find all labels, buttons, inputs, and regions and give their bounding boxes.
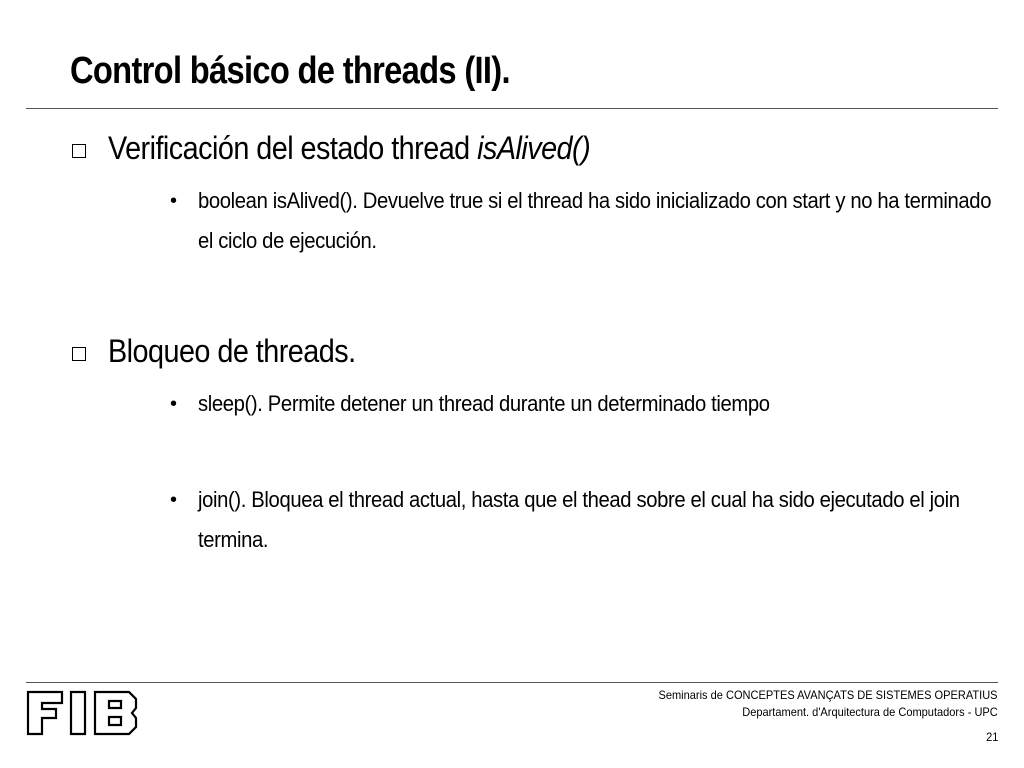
square-bullet-icon <box>72 347 86 361</box>
square-bullet-icon <box>72 144 86 158</box>
slide-title: Control básico de threads (II). <box>70 50 510 92</box>
heading-plain-text: Verificación del estado thread <box>108 130 478 166</box>
list-item-text: sleep(). Permite detener un thread durante un determinado tiempo <box>198 391 770 416</box>
footer-seminar-line: Seminaris de CONCEPTES AVANÇATS DE SISTEMES OPERATIUS <box>658 688 998 702</box>
list-item <box>170 480 1024 560</box>
list-item <box>170 181 1024 261</box>
title-divider <box>26 108 998 109</box>
page-number: 21 <box>985 730 998 744</box>
dot-bullet-icon: • <box>170 393 178 415</box>
section-heading-text <box>108 130 590 167</box>
dot-bullet-icon: • <box>170 190 178 212</box>
fib-logo <box>26 690 138 736</box>
section-heading-text: Bloqueo de threads. <box>108 333 356 369</box>
list-item-text: boolean isAlived(). Devuelve true si el thread ha sido inicializado con start y no ha terminado el ciclo de ejecución. <box>198 188 992 253</box>
section-heading-1 <box>72 130 644 167</box>
dot-bullet-icon: • <box>170 489 178 511</box>
footer-divider <box>26 682 998 683</box>
footer-department-line: Departament. d'Arquitectura de Computadors - UPC <box>742 705 998 719</box>
section-heading-2 <box>72 333 383 370</box>
list-item-text: join(). Bloquea el thread actual, hasta que el thead sobre el cual ha sido ejecutado el join termina. <box>198 487 960 552</box>
heading-italic-text: isAlived() <box>477 130 591 166</box>
list-item <box>170 384 1024 424</box>
